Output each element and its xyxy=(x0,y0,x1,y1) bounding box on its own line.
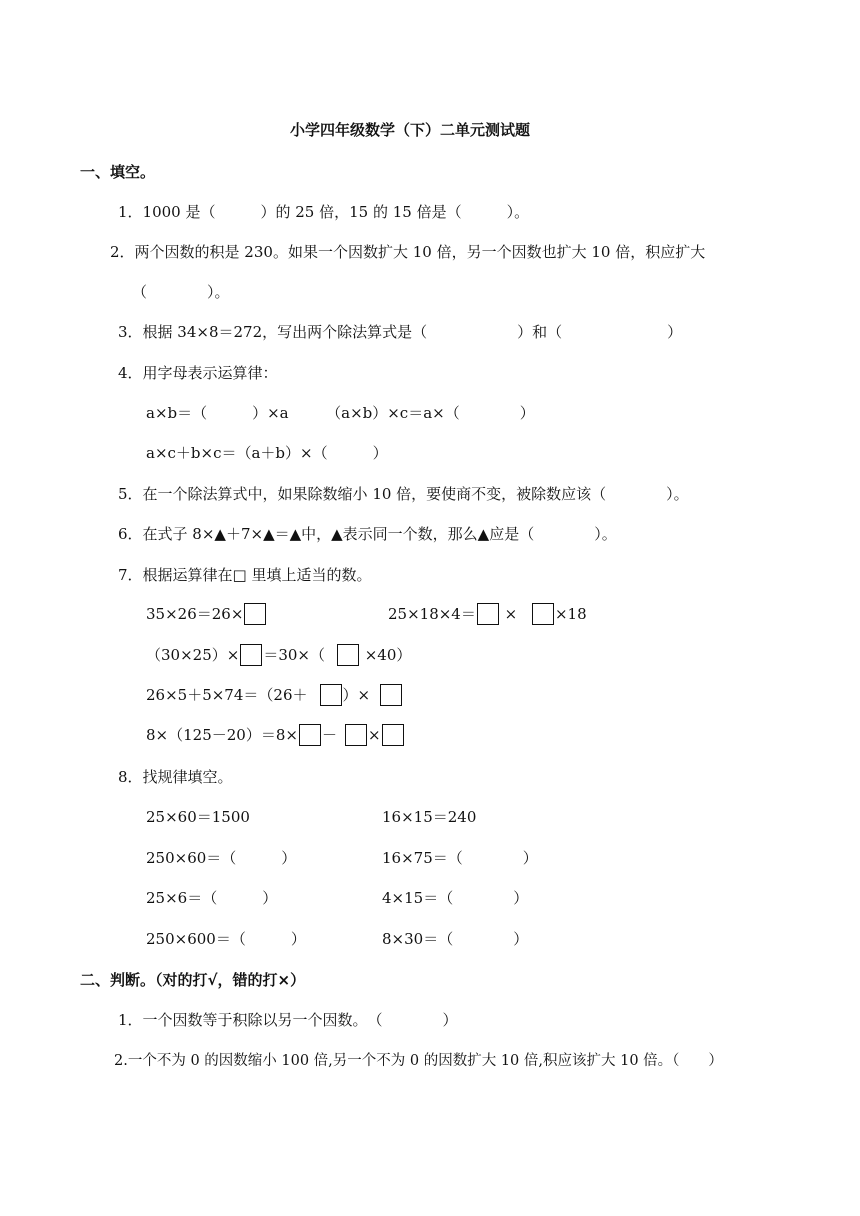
answer-box[interactable] xyxy=(345,724,367,746)
q7-text: 8×（125－20）＝8× xyxy=(146,726,298,744)
q7-text: × xyxy=(499,605,522,623)
question-1-4-law-a: a×b＝（ ）×a （a×b）×c＝a×（ ） xyxy=(146,404,535,422)
q8-left-3: 25×6＝（ ） xyxy=(146,889,278,907)
q8-left-2: 250×60＝（ ） xyxy=(146,849,297,867)
answer-box[interactable] xyxy=(240,644,262,666)
answer-box[interactable] xyxy=(382,724,404,746)
q8-left-4: 250×600＝（ ） xyxy=(146,930,306,948)
page-title: 小学四年级数学（下）二单元测试题 xyxy=(290,121,531,139)
q7-text: × xyxy=(367,726,381,744)
question-1-4: 4．用字母表示运算律： xyxy=(118,364,278,382)
q8-left-1: 25×60＝1500 xyxy=(146,808,250,826)
question-1-1: 1．1000 是（ ）的 25 倍，15 的 15 倍是（ ）。 xyxy=(118,203,530,221)
section-2-heading: 二、判断。（对的打√，错的打×） xyxy=(80,971,306,989)
q8-right-2: 16×75＝（ ） xyxy=(382,849,538,867)
q7-text: ×18 xyxy=(554,605,587,623)
q7-text: ＝30×（ xyxy=(263,646,325,664)
question-1-5: 5．在一个除法算式中，如果除数缩小 10 倍，要使商不变，被除数应该（ ）。 xyxy=(118,485,689,503)
question-1-2-line-2: （ ）。 xyxy=(132,283,230,301)
q7-row-2 xyxy=(146,644,411,666)
answer-box[interactable] xyxy=(380,684,402,706)
q8-right-4: 8×30＝（ ） xyxy=(382,930,529,948)
q7-text: 35×26＝26× xyxy=(146,605,244,623)
q7-text: （30×25）× xyxy=(146,646,240,664)
question-2-2: 2.一个不为 0 的因数缩小 100 倍,另一个不为 0 的因数扩大 10 倍,积应该扩大 10 倍。（ ） xyxy=(114,1053,723,1069)
question-1-2-line-1: 2．两个因数的积是 230。如果一个因数扩大 10 倍，另一个因数也扩大 10 倍，积应扩大 xyxy=(110,243,706,261)
q8-right-1: 16×15＝240 xyxy=(382,808,477,826)
question-1-4-law-b: a×c＋b×c＝（a＋b）×（ ） xyxy=(146,444,388,462)
q7-row-3 xyxy=(146,684,403,706)
q7-text: ×40） xyxy=(359,646,412,664)
question-1-6: 6．在式子 8×▲＋7×▲＝▲中，▲表示同一个数，那么▲应是（ ）。 xyxy=(118,525,617,543)
question-1-3: 3．根据 34×8＝272，写出两个除法算式是（ ）和（ ） xyxy=(118,323,683,341)
q8-right-3: 4×15＝（ ） xyxy=(382,889,529,907)
q7-row-1-left xyxy=(146,603,267,625)
answer-box[interactable] xyxy=(477,603,499,625)
answer-box[interactable] xyxy=(532,603,554,625)
q7-row-1-right xyxy=(388,603,587,625)
answer-box[interactable] xyxy=(337,644,359,666)
q7-text: 26×5＋5×74＝（26＋ xyxy=(146,686,308,704)
q7-text: ）× xyxy=(342,686,371,704)
answer-box[interactable] xyxy=(299,724,321,746)
question-1-7: 7．根据运算律在□ 里填上适当的数。 xyxy=(118,566,372,584)
question-2-1: 1．一个因数等于积除以另一个因数。 （ ） xyxy=(118,1011,458,1029)
q7-text: 25×18×4＝ xyxy=(388,605,476,623)
question-1-8: 8．找规律填空。 xyxy=(118,768,233,786)
q7-text: － xyxy=(321,726,337,744)
section-1-heading: 一、填空。 xyxy=(80,163,156,181)
answer-box[interactable] xyxy=(244,603,266,625)
q7-row-4 xyxy=(146,724,405,746)
answer-box[interactable] xyxy=(320,684,342,706)
